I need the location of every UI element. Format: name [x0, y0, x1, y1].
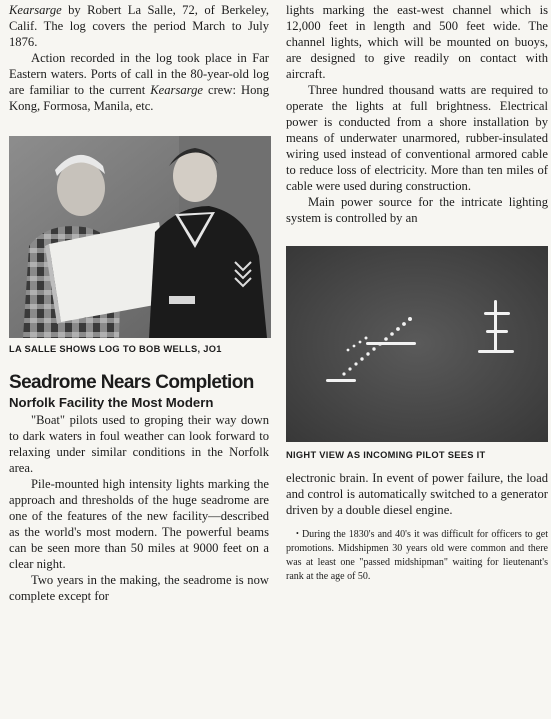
main-power-paragraph: Main power source for the intricate lighting system is controlled by an	[286, 195, 548, 225]
log-photo-caption: LA SALLE SHOWS LOG TO BOB WELLS, JO1	[9, 344, 222, 354]
ports-paragraph	[9, 50, 269, 114]
boat-pilots-paragraph: "Boat" pilots used to groping their way down to dark waters in foul weather can look forward to relaxing under similar conditions in the Norfolk area.	[9, 413, 269, 475]
log-photo	[9, 136, 271, 338]
left-column	[9, 0, 269, 604]
night-view-caption: NIGHT VIEW AS INCOMING PILOT SEES IT	[286, 450, 486, 460]
seadrome-paragraph: Two years in the making, the seadrome is now complete except for	[9, 573, 269, 603]
ports-text-a: Action recorded in the log took place in Far Eastern waters. Ports of call in the 80-year-old log are familiar to the current	[9, 51, 269, 97]
footnote	[286, 527, 548, 584]
footnote-bullet: •	[296, 529, 299, 538]
ports-text-b: crew: Hong Kong, Formosa, Manila, etc.	[9, 83, 269, 113]
intro-text: by Robert La Salle, 72, of Berkeley, Calif. The log covers the period March to July 1876.	[9, 3, 269, 49]
night-view-illustration	[286, 246, 548, 442]
footnote-text: During the 1830's and 40's it was difficult for officers to get promotions. Midshipmen 30 years old were common and there was at least one "passed midshipman" waiting for lieutenant's rank at the age of 50.	[286, 529, 548, 582]
power-paragraph: Three hundred thousand watts are required to operate the lights at full brightness. Electrical power is conducted from a shore installation by means of underwater unarmored, rubber-insulated wiring used instead of conventional armored cable to reduce loss of electricity. More than ten miles of cable were used during construction.	[286, 83, 548, 193]
ship-name-2: Kearsarge	[150, 83, 203, 97]
article-subhead: Norfolk Facility the Most Modern	[9, 395, 214, 410]
intro-paragraph	[9, 2, 269, 50]
lights-paragraph: Pile-mounted high intensity lights marking the approach and thresholds of the huge seadrome are one of the features of the new facility—described as the world's most modern. The powerful beams can be seen more than 50 miles at 9000 feet on a clear night.	[9, 477, 269, 571]
article-headline: Seadrome Nears Completion	[9, 372, 254, 393]
ship-name: Kearsarge	[9, 3, 62, 17]
electronic-brain-paragraph: electronic brain. In event of power failure, the load and control is automatically switched to a generator driven by a double diesel engine.	[286, 471, 548, 517]
channel-paragraph: lights marking the east-west channel which is 12,000 feet in length and 500 feet wide. The channel lights, which will be mounted on buoys, are designed to give readily on contact with aircraft.	[286, 3, 548, 81]
log-photo-illustration	[9, 136, 271, 338]
right-column	[286, 0, 548, 584]
night-view-photo	[286, 246, 548, 442]
